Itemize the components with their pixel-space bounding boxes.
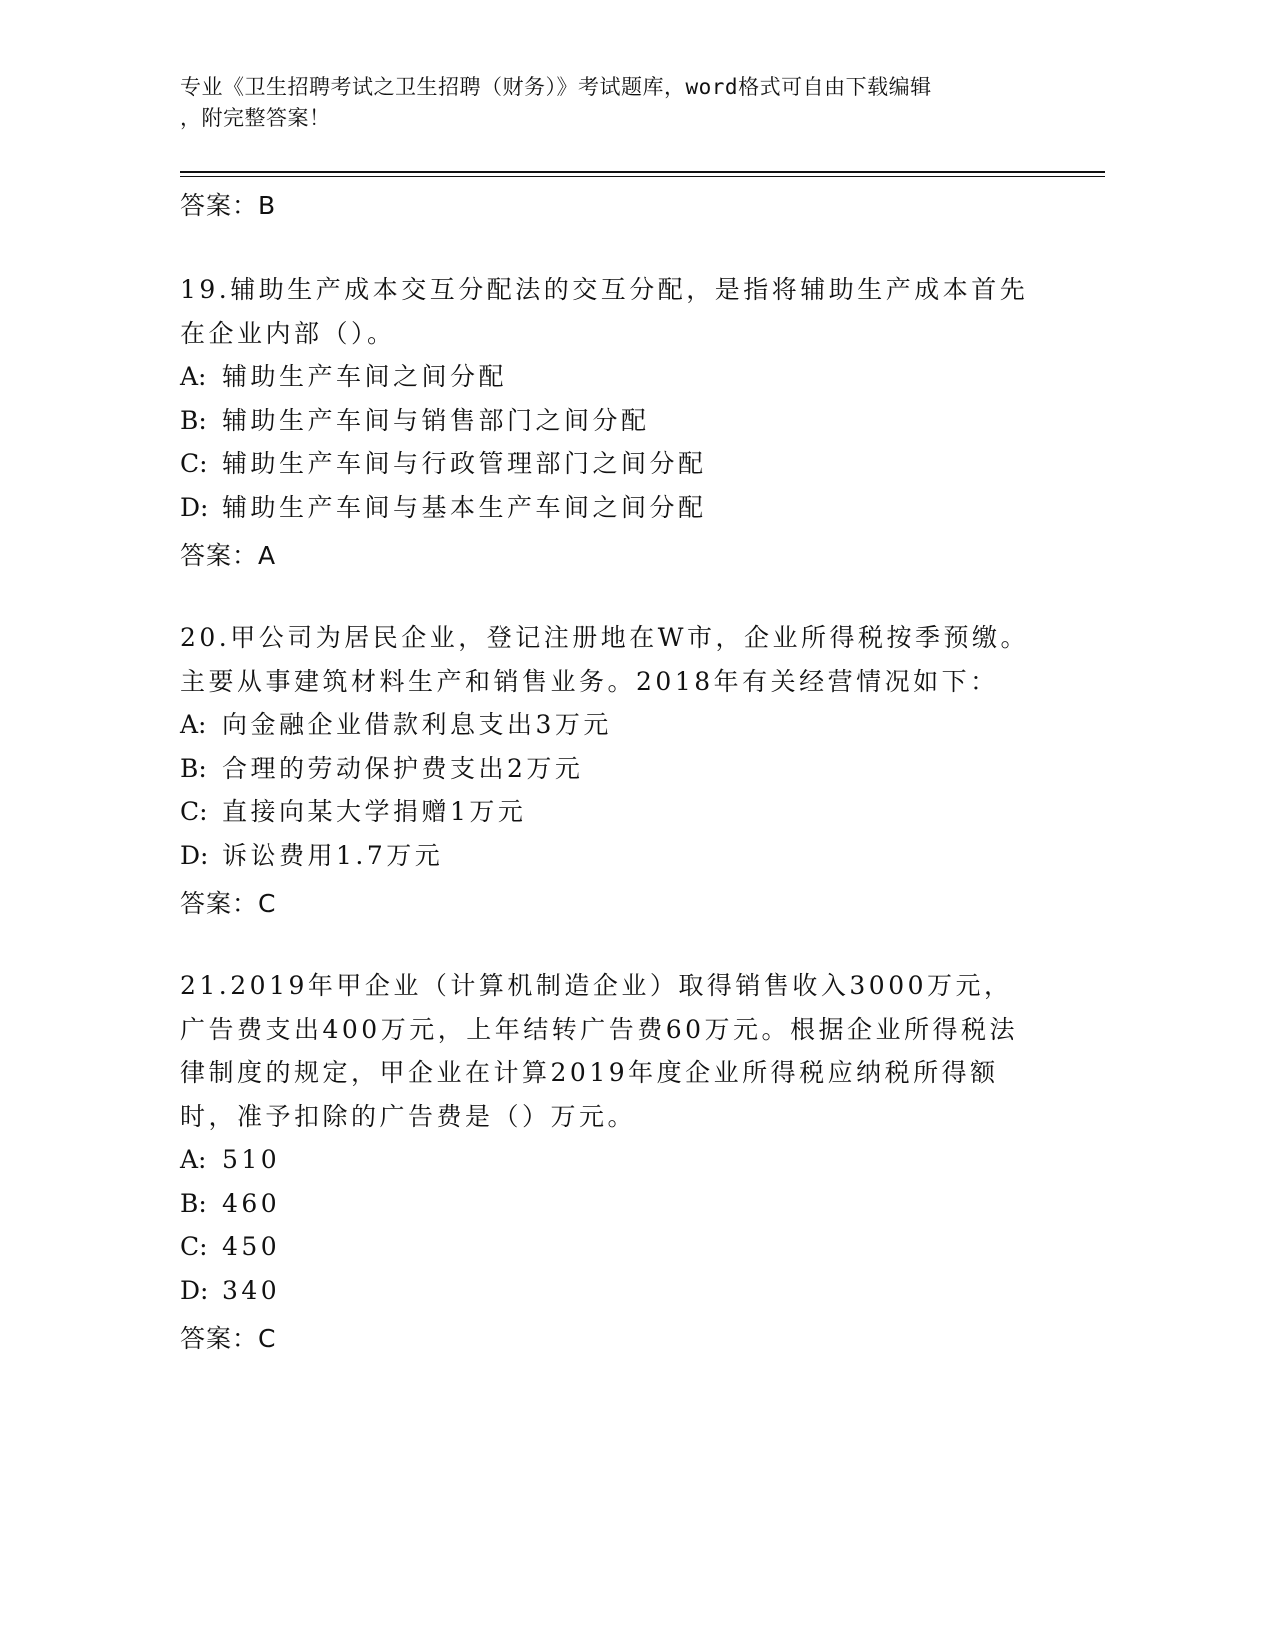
option-text: 460: [222, 1188, 281, 1218]
option-text: 合理的劳动保护费支出2万元: [222, 753, 584, 783]
option-text: 直接向某大学捐赠1万元: [222, 797, 527, 826]
answer-19: 答案：A: [180, 541, 277, 570]
option-key: C:: [180, 449, 208, 478]
option-a: [180, 1138, 1040, 1182]
option-key: D:: [180, 492, 209, 522]
option-text: 辅助生产车间与行政管理部门之间分配: [222, 449, 707, 478]
option-key: A:: [180, 710, 207, 739]
option-d: [180, 834, 1040, 878]
answer-21: 答案：C: [180, 1324, 277, 1353]
document-header: [180, 72, 1060, 134]
question-21: [180, 964, 1040, 1312]
question-stem: 20.甲公司为居民企业，登记注册地在W市，企业所得税按季预缴。主要从事建筑材料生产和销售业务。2018年有关经营情况如下：: [180, 623, 1029, 696]
question-stem: 19.辅助生产成本交互分配法的交互分配，是指将辅助生产成本首先在企业内部（）。: [180, 275, 1029, 348]
header-rule-thin: [180, 176, 1105, 177]
option-b: [180, 1182, 1040, 1226]
option-text: 辅助生产车间之间分配: [222, 362, 508, 391]
header-line-2: ，附完整答案！: [180, 106, 331, 130]
option-text: 辅助生产车间与销售部门之间分配: [222, 405, 650, 435]
header-line-1: 专业《卫生招聘考试之卫生招聘（财务）》考试题库，word格式可自由下载编辑: [180, 75, 932, 99]
option-text: 340: [222, 1275, 281, 1305]
option-c: [180, 1225, 1040, 1269]
option-text: 向金融企业借款利息支出3万元: [222, 710, 612, 739]
option-b: [180, 399, 1040, 443]
option-key: A:: [180, 362, 207, 391]
option-key: D:: [180, 1275, 209, 1305]
option-key: C:: [180, 1232, 208, 1261]
question-stem: 21.2019年甲企业（计算机制造企业）取得销售收入3000万元，广告费支出400万元，上年结转广告费60万元。根据企业所得税法律制度的规定，甲企业在计算2019年度企业所得税应纳税所得额时，准予扣除的广告费是（）万元。: [180, 971, 1019, 1131]
header-rule-thick: [180, 171, 1105, 173]
option-text: 诉讼费用1.7万元: [222, 840, 444, 870]
option-d: [180, 1269, 1040, 1313]
option-key: B:: [180, 753, 207, 783]
option-text: 450: [222, 1232, 281, 1261]
option-c: [180, 790, 1040, 834]
option-key: B:: [180, 1188, 207, 1218]
option-key: B:: [180, 405, 207, 435]
previous-answer: 答案：B: [180, 191, 277, 220]
option-c: [180, 442, 1040, 486]
question-20: [180, 616, 1040, 877]
answer-20: 答案：C: [180, 889, 277, 918]
question-19: [180, 268, 1040, 529]
option-a: [180, 355, 1040, 399]
option-key: A:: [180, 1145, 207, 1174]
option-text: 510: [222, 1145, 281, 1174]
option-a: [180, 703, 1040, 747]
option-key: C:: [180, 797, 208, 826]
option-b: [180, 747, 1040, 791]
option-text: 辅助生产车间与基本生产车间之间分配: [222, 492, 707, 522]
option-d: [180, 486, 1040, 530]
option-key: D:: [180, 840, 209, 870]
